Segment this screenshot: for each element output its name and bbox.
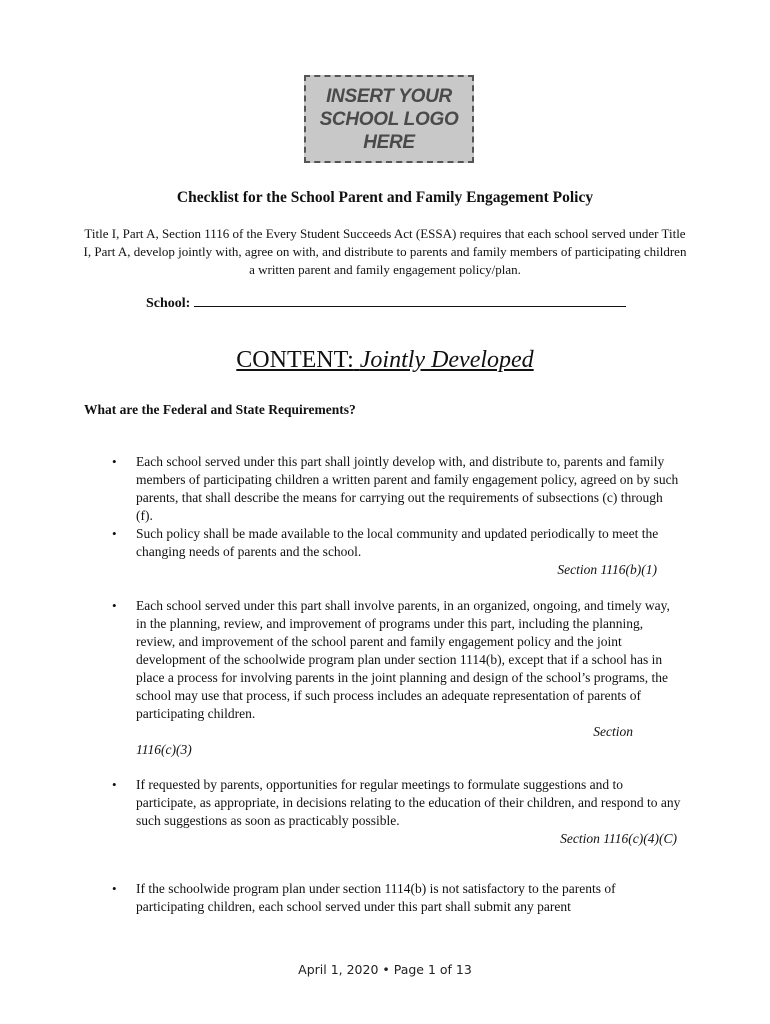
page-footer: April 1, 2020 • Page 1 of 13 (298, 962, 472, 977)
school-field (146, 294, 626, 312)
requirements-question: What are the Federal and State Requirements? (84, 402, 356, 417)
list-item (112, 880, 682, 916)
bullet-icon: • (112, 526, 117, 541)
school-blank-line (194, 294, 626, 307)
list-item-text: If the schoolwide program plan under section 1114(b) is not satisfactory to the parents of participating children, each school served under this part shall submit any parent (136, 881, 616, 914)
bullet-icon: • (112, 777, 117, 792)
requirement-group (112, 880, 682, 916)
intro-paragraph: Title I, Part A, Section 1116 of the Every Student Succeeds Act (ESSA) requires that each school served under Title I, Part A, develop jointly with, agree on with, and distribute to parents and family members of participating children a written parent and family engagement policy/plan. (83, 226, 687, 277)
content-heading-italic: Jointly Developed (359, 347, 534, 373)
requirement-group (112, 776, 682, 848)
list-item (112, 776, 682, 830)
bullet-icon: • (112, 454, 117, 469)
requirement-group (112, 453, 682, 579)
logo-text-line: INSERT YOUR (326, 85, 452, 107)
list-item-text: Each school served under this part shall jointly develop with, and distribute to, parents and family members of participating children a written parent and family engagement policy, agreed on by such parents, that shall describe the means for carrying out the requirements of subsections (c) through (f). (136, 454, 679, 523)
list-item-text: Each school served under this part shall involve parents, in an organized, ongoing, and timely way, in the planning, review, and improvement of programs under this part, including the planning, review, and improvement of the school parent and family engagement policy and the joint development of the schoolwide program plan under section 1114(b), except that if a school has in place a process for involving parents in the joint planning and design of the school’s programs, the school may use that process, if such process includes an adequate representation of parents of participating children. (136, 598, 670, 721)
section-reference: Section 1116(b)(1) (557, 562, 657, 577)
section-reference: Section (593, 724, 633, 739)
bullet-icon: • (112, 881, 117, 896)
requirement-group (112, 597, 682, 759)
school-label: School: (146, 296, 191, 311)
list-item-text: If requested by parents, opportunities for regular meetings to formulate suggestions and to participate, as appropriate, in decisions relating to the education of their children, and respond to any such suggestions as soon as practicably possible. (136, 777, 681, 828)
school-logo-placeholder (304, 75, 474, 163)
list-item-text: Such policy shall be made available to the local community and updated periodically to meet the changing needs of parents and the school. (136, 526, 659, 559)
logo-text-line: SCHOOL LOGO (319, 108, 459, 130)
bullet-icon: • (112, 598, 117, 613)
content-heading (0, 347, 770, 374)
list-item (112, 525, 682, 561)
list-item (112, 453, 682, 525)
logo-text-line: HERE (363, 131, 415, 153)
section-reference: 1116(c)(3) (136, 742, 192, 757)
section-reference: Section 1116(c)(4)(C) (560, 831, 677, 846)
document-title: Checklist for the School Parent and Family Engagement Policy (176, 189, 594, 206)
content-heading-prefix: CONTENT: (236, 347, 354, 373)
list-item (112, 597, 682, 723)
